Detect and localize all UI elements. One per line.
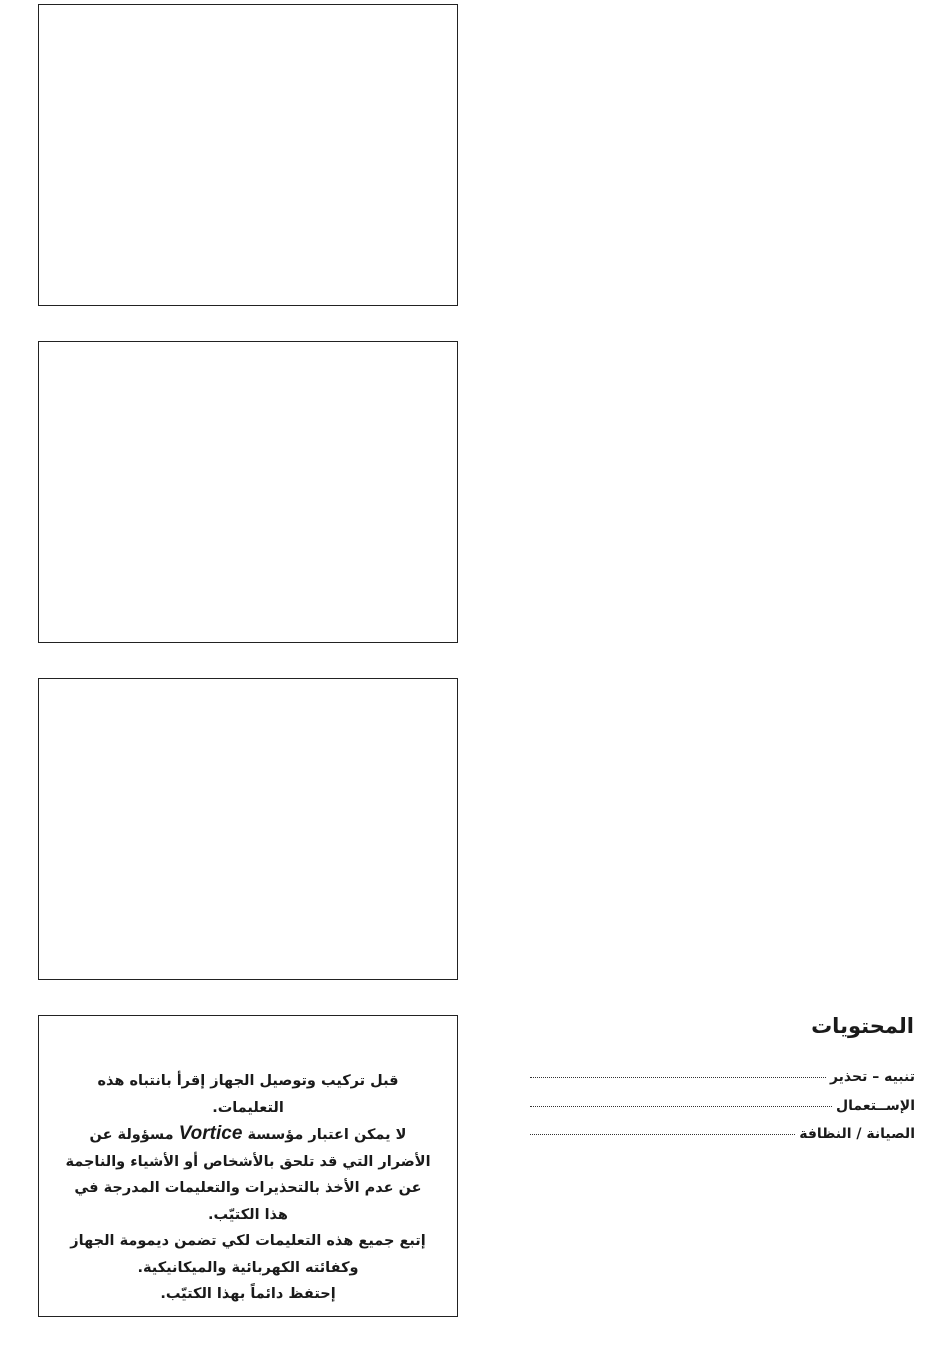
- toc-item-label: الإســتعمال: [836, 1098, 915, 1114]
- image-panel-3: [38, 678, 458, 980]
- toc-item-use[interactable]: [530, 1085, 915, 1114]
- liability-text-before: لا يمكن اعتبار مؤسسة: [247, 1127, 407, 1143]
- toc-dot-leader: [530, 1133, 795, 1135]
- toc-item-warning[interactable]: [530, 1056, 915, 1085]
- image-panel-2: [38, 341, 458, 643]
- notice-text: [61, 1068, 435, 1308]
- notice-line-keep-booklet: إحتفظ دائماً بهذا الكتيّب.: [160, 1286, 336, 1302]
- toc-title: المحتويات: [811, 1014, 914, 1038]
- toc-item-label: تنبيه – تحذير: [829, 1069, 915, 1085]
- brand-name: Vortice: [178, 1123, 243, 1144]
- toc-item-maintenance[interactable]: [530, 1113, 915, 1142]
- notice-line-liability: [61, 1121, 435, 1228]
- notice-line-follow-instructions: إتبع جميع هذه التعليمات لكي تضمن ديمومة الجهاز وكفائته الكهربائية والميكانيكية.: [70, 1233, 426, 1276]
- toc-dot-leader: [530, 1105, 832, 1107]
- liability-text-after: مسؤولة عن الأضرار التي قد تلحق بالأشخاص أو الأشياء والناجمة عن عدم الأخذ بالتحذيرات والتعليمات المدرجة في هذا الكتيّب.: [65, 1127, 431, 1223]
- notice-panel: [38, 1015, 458, 1317]
- table-of-contents: [530, 1056, 915, 1142]
- toc-item-label: الصيانة / النظافة: [799, 1126, 915, 1142]
- toc-dot-leader: [530, 1076, 826, 1078]
- image-panel-1: [38, 4, 458, 306]
- notice-line-read-instructions: قبل تركيب وتوصيل الجهاز إقرأ بانتباه هذه التعليمات.: [97, 1073, 399, 1116]
